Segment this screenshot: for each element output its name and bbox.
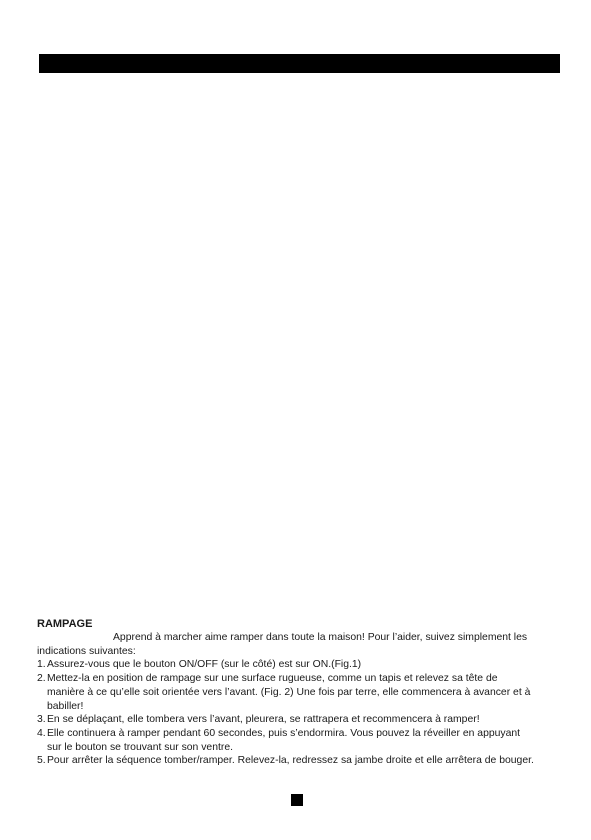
step-number: 3.	[37, 714, 46, 726]
step-text: En se déplaçant, elle tombera vers l’avant, pleurera, se rattrapera et recommencera à ramper!	[47, 714, 480, 726]
step-text: Assurez-vous que le bouton ON/OFF (sur le côté) est sur ON.(Fig.1)	[47, 659, 362, 671]
list-item	[37, 713, 537, 727]
list-item	[37, 754, 537, 768]
step-number: 1.	[37, 659, 46, 671]
step-number: 5.	[37, 755, 46, 767]
header-bar	[39, 54, 560, 73]
step-text: Pour arrêter la séquence tomber/ramper. Relevez-la, redressez sa jambe droite et elle arrêtera de bouger.	[47, 755, 534, 767]
steps-list	[37, 658, 537, 768]
list-item	[37, 727, 537, 754]
list-item	[37, 658, 537, 672]
list-item	[37, 672, 537, 713]
page-marker	[291, 794, 303, 806]
step-number: 2.	[37, 673, 46, 685]
step-number: 4.	[37, 727, 46, 739]
step-text: Mettez-la en position de rampage sur une surface rugueuse, comme un tapis et relevez sa tête de manière à ce qu’elle soit orientée vers l’avant. (Fig. 2) Une fois par terre, elle commencera à avancer et à babiller!	[47, 673, 531, 712]
intro-paragraph: Apprend à marcher aime ramper dans toute la maison! Pour l’aider, suivez simplement les indications suivantes:	[37, 632, 528, 657]
section-title: RAMPAGE	[37, 618, 93, 630]
rampage-section	[37, 617, 537, 768]
step-text: Elle continuera à ramper pendant 60 secondes, puis s’endormira. Vous pouvez la réveiller en appuyant sur le bouton se trouvant sur son ventre.	[47, 727, 521, 753]
